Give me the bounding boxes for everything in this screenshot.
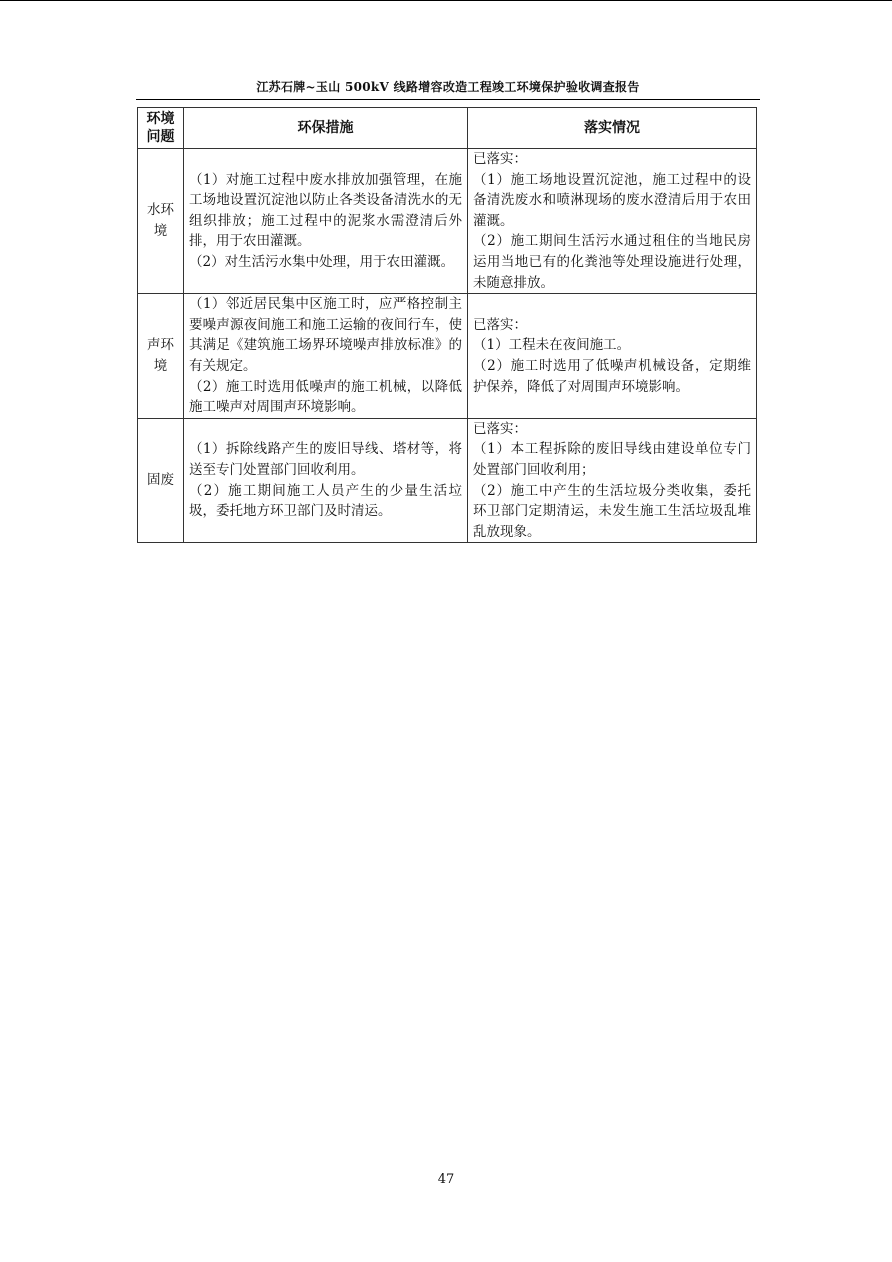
table-row — [138, 294, 757, 419]
status-cell: 已落实： （1）施工场地设置沉淀池，施工过程中的设备清洗废水和喷淋现场的废水澄清后用于农田灌溉。 （2）施工期间生活污水通过租住的当地民房运用当地已有的化粪池等处理设施进行处理，未随意排放。 — [468, 149, 757, 294]
table-header-row — [138, 108, 757, 149]
topic-cell: 声环 境 — [138, 294, 184, 419]
topic-cell: 固废 — [138, 418, 184, 543]
table-row — [138, 418, 757, 543]
table-row — [138, 149, 757, 294]
page-number: 47 — [437, 1172, 455, 1187]
status-cell: 已落实： （1）工程未在夜间施工。 （2）施工时选用了低噪声机械设备，定期维护保养，降低了对周围声环境影响。 — [468, 294, 757, 419]
header-measures: 环保措施 — [184, 108, 468, 149]
environmental-measures-table — [137, 107, 757, 543]
header-status: 落实情况 — [468, 108, 757, 149]
report-header-title: 江苏石牌~玉山 500kV 线路增容改造工程竣工环境保护验收调查报告 — [256, 80, 640, 94]
topic-cell: 水环 境 — [138, 149, 184, 294]
header-rule — [136, 99, 760, 100]
measures-cell: （1）拆除线路产生的废旧导线、塔材等，将送至专门处置部门回收利用。 （2）施工期间施工人员产生的少量生活垃圾，委托地方环卫部门及时清运。 — [184, 418, 468, 543]
measures-cell: （1）邻近居民集中区施工时，应严格控制主要噪声源夜间施工和施工运输的夜间行车，使其满足《建筑施工场界环境噪声排放标准》的有关规定。 （2）施工时选用低噪声的施工机械，以降低施工噪声对周围声环境影响。 — [184, 294, 468, 419]
measures-cell: （1）对施工过程中废水排放加强管理，在施工场地设置沉淀池以防止各类设备清洗水的无组织排放；施工过程中的泥浆水需澄清后外排，用于农田灌溉。 （2）对生活污水集中处理，用于农田灌溉。 — [184, 149, 468, 294]
page-top-rule — [0, 0, 892, 1]
status-cell: 已落实： （1）本工程拆除的废旧导线由建设单位专门处置部门回收利用； （2）施工中产生的生活垃圾分类收集，委托环卫部门定期清运，未发生施工生活垃圾乱堆乱放现象。 — [468, 418, 757, 543]
header-topic: 环境 问题 — [138, 108, 184, 149]
